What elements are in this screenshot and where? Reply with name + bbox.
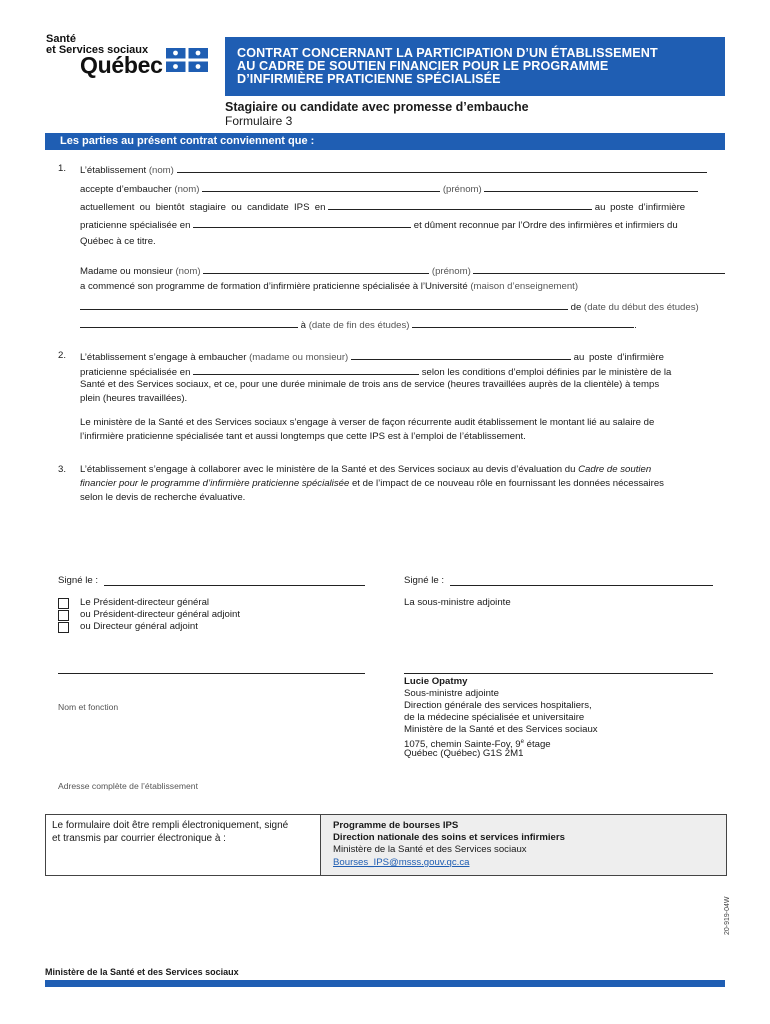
clause2-line4: plein (heures travaillées). (80, 393, 188, 404)
right-role: La sous-ministre adjointe (404, 597, 511, 608)
email-link[interactable]: Bourses_IPS@msss.gouv.qc.ca (333, 857, 470, 868)
right-signed-label: Signé le : (404, 575, 445, 586)
ministry-name: Ministère de la Santé et des Services sociaux (333, 844, 527, 855)
signatory-addr1: Direction générale des services hospitaliers, (404, 700, 592, 711)
footer-ministry: Ministère de la Santé et des Services sociaux (45, 967, 239, 977)
universite-field[interactable] (80, 300, 568, 310)
clause3-line2: financier pour le programme d’infirmière praticienne spécialisée et de l’impact de ce nouveau rôle en fournissant les données nécessaires (80, 478, 664, 489)
title-line1: CONTRAT CONCERNANT LA PARTICIPATION D’UN ÉTABLISSEMENT (237, 46, 658, 60)
candidate-nom-field[interactable] (203, 264, 429, 274)
logo-quebec: Québec (80, 52, 163, 78)
submit-instruction-line1: Le formulaire doit être rempli électroniquement, signé (52, 820, 289, 831)
clause1-line6: Madame ou monsieur (nom) (prénom) (80, 264, 725, 278)
checkbox-pdg[interactable] (58, 598, 69, 609)
logo-line1: Santé (46, 33, 76, 45)
form-subtitle: Stagiaire ou candidate avec promesse d’embauche (225, 100, 529, 114)
clause2-line1: L’établissement s’engage à embaucher (madame ou monsieur) au poste d’infirmière (80, 352, 664, 363)
signatory-addr4: 1075, chemin Sainte-Foy, 9e étage (404, 739, 551, 751)
clause1-number: 1. (58, 163, 67, 174)
submit-instruction-line2: et transmis par courrier électronique à : (52, 833, 226, 844)
date-debut-field[interactable] (80, 318, 298, 328)
checkbox-dg-adjoint-label: ou Directeur général adjoint (80, 621, 198, 632)
title-line3: D’INFIRMIÈRE PRATICIENNE SPÉCIALISÉE (237, 72, 501, 86)
specialite-stage-field[interactable] (328, 200, 592, 210)
left-signature-date-field[interactable] (104, 585, 365, 586)
clause2-para2-line2: l’infirmière praticienne spécialisée tant et aussi longtemps que cette IPS est à l’emploi de l’établissement. (80, 431, 526, 442)
section-header-text: Les parties au présent contrat conviennent que : (60, 135, 315, 147)
left-name-signature-field[interactable] (58, 673, 365, 674)
signatory-addr5: Québec (Québec) G1S 2M1 (404, 748, 524, 759)
address-label: Adresse complète de l’établissement (58, 781, 198, 791)
right-signature-field[interactable] (404, 673, 713, 674)
candidate-prenom-field[interactable] (473, 264, 725, 274)
checkbox-pdg-label: Le Président-directeur général (80, 597, 210, 608)
section-header (45, 133, 725, 150)
clause2-specialite-field[interactable] (193, 365, 419, 375)
clause1-line7: a commencé son programme de formation d’infirmière praticienne spécialisée à l’Université (maison d’enseignement) (80, 281, 579, 292)
clause1-line3: actuellement ou bientôt stagiaire ou candidate IPS en au poste d’infirmière (80, 202, 686, 213)
clause1-line8: de (date du début des études) (80, 300, 699, 314)
clause3-line1: L’établissement s’engage à collaborer avec le ministère de la Santé et des Services sociaux au devis d’évaluation du Cadre de soutien (80, 464, 652, 475)
embauche-nom-field[interactable] (202, 182, 440, 192)
embauche-prenom-field[interactable] (484, 182, 698, 192)
form-code: 20-919-04W (724, 896, 731, 935)
specialite-poste-field[interactable] (193, 218, 411, 228)
clause3-line3: selon le devis de recherche évaluative. (80, 492, 246, 503)
clause3-number: 3. (58, 464, 67, 475)
quebec-flag-icon (166, 48, 208, 72)
date-fin-field[interactable] (412, 318, 634, 328)
clause1-line9: à (date de fin des études) . (80, 318, 637, 332)
right-signature-date-field[interactable] (450, 585, 713, 586)
checkbox-pdg-adjoint[interactable] (58, 610, 69, 621)
left-signed-label: Signé le : (58, 575, 99, 586)
clause1-line5: Québec à ce titre. (80, 236, 156, 247)
logo-line2: et Services sociaux (46, 44, 149, 56)
program-name: Programme de bourses IPS (333, 820, 459, 831)
clause2-para2-line1: Le ministère de la Santé et des Services sociaux s’engage à verser de façon récurrente audit établissement le montant lié au salaire de (80, 417, 655, 428)
checkbox-dg-adjoint[interactable] (58, 622, 69, 633)
signatory-title: Sous-ministre adjointe (404, 688, 499, 699)
clause2-line2: praticienne spécialisée en selon les conditions d’emploi définies par le ministère de la (80, 367, 672, 378)
form-title-box (225, 37, 725, 96)
form-number: Formulaire 3 (225, 114, 293, 128)
title-line2: AU CADRE DE SOUTIEN FINANCIER POUR LE PROGRAMME (237, 59, 609, 73)
clause1-line4: praticienne spécialisée en et dûment reconnue par l’Ordre des infirmières et infirmiers du (80, 220, 678, 231)
checkbox-pdg-adjoint-label: ou Président-directeur général adjoint (80, 609, 240, 620)
etablissement-name-field[interactable] (177, 163, 707, 173)
clause2-person-field[interactable] (351, 350, 571, 360)
signatory-addr3: Ministère de la Santé et des Services sociaux (404, 724, 598, 735)
direction-name: Direction nationale des soins et services infirmiers (333, 832, 565, 843)
name-function-label: Nom et fonction (58, 702, 119, 712)
clause1-line1: L’établissement (nom) (80, 163, 707, 177)
signatory-name: Lucie Opatmy (404, 676, 468, 687)
clause2-line3: Santé et des Services sociaux, et ce, pour une durée minimale de trois ans de service (heures travaillées auprès de la clientèle) à temps (80, 379, 660, 390)
footer-bar (45, 980, 725, 987)
clause1-line2: accepte d’embaucher (nom) (prénom) (80, 182, 698, 196)
clause2-number: 2. (58, 350, 67, 361)
signatory-addr2: de la médecine spécialisée et universitaire (404, 712, 585, 723)
